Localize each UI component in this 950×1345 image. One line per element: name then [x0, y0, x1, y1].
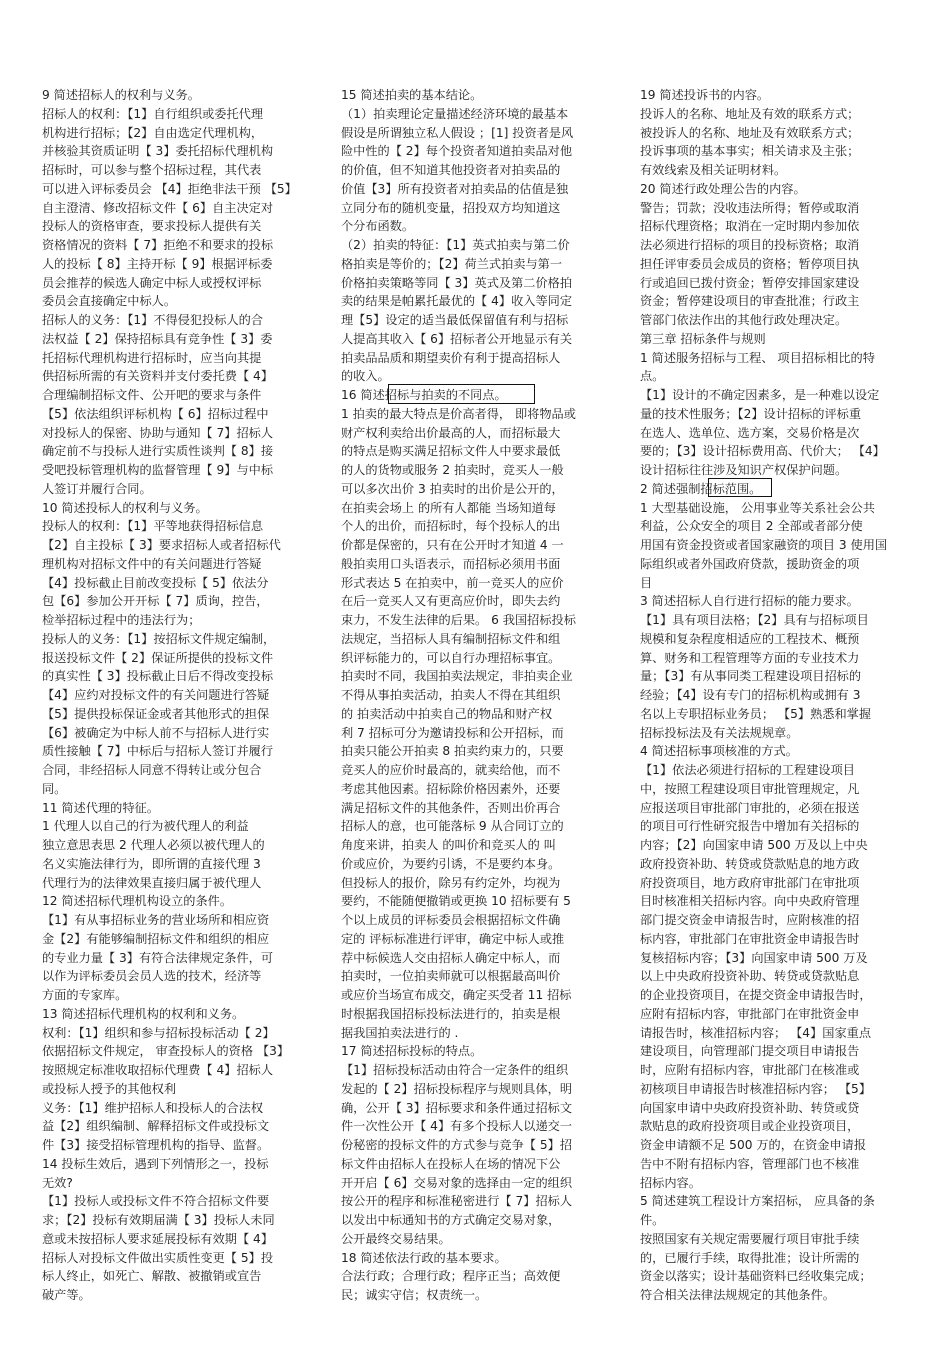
text-line: 或投标人授予的其他权利 [42, 1081, 177, 1096]
text-line: 2 简述强制招标范围。 [640, 481, 762, 496]
text-line: 确，公开【 3】招标要求和条件通过招标文 [341, 1100, 573, 1115]
text-line: 时，应附有招标内容，审批部门在核准或 [640, 1063, 860, 1077]
text-line: 目 [640, 575, 653, 590]
text-line: 招标投标法及有关法规规章。 [640, 725, 799, 740]
text-line: 个人的出价，而招标时，每个投标人的出 [341, 519, 561, 534]
text-line: 同。 [42, 781, 67, 796]
text-line: 招标代理资格；取消在一定时期内参加依 [640, 219, 860, 234]
text-line: 法规定，当招标人具有编制招标文件和组 [341, 631, 561, 646]
text-line: 角度来讲，拍卖人 的叫价和竞买人的 叫 [341, 838, 556, 852]
text-line: 价都是保密的，只有在公开时才知道 4 一 [341, 538, 564, 552]
text-line: 以作为评标委员会员人选的技术，经济等 [42, 969, 262, 984]
text-line: 招标人的意，也可能落标 9 从合同订立的 [341, 819, 564, 834]
text-line: 以上中央政府投资补助、转贷或贷款贴息 [640, 969, 860, 984]
text-line: 名以上专职招标业务员； 【5】熟悉和掌握 [640, 706, 872, 721]
text-line: 政府投资补助、转贷或贷款贴息的地方政 [640, 856, 860, 871]
text-line: 17 简述招标投标的特点。 [341, 1044, 483, 1059]
text-line: 民；诚实守信；权责统一。 [341, 1288, 488, 1302]
text-line: 个分布函数。 [341, 219, 415, 234]
text-line: 方面的专家库。 [42, 988, 128, 1002]
text-line: 资金以落实；设计基础资料已经收集完成； [640, 1269, 872, 1284]
text-line: 包【6】参加公开开标【 7】质询，控告， [42, 594, 269, 609]
text-line: 合理编制招标文件、公开吧的要求与条件 [42, 388, 262, 402]
text-line: 投标人的权利：【1】平等地获得招标信息 [42, 519, 264, 534]
text-line: 可以多次出价 3 拍卖时的出价是公开的， [341, 481, 564, 496]
text-line: 机构进行招标；【2】自由选定代理机构， [42, 125, 264, 140]
text-line: 投诉事项的基本事实；相关请求及主张； [640, 144, 860, 159]
text-line: 资格情况的资料【 7】拒绝不和要求的投标 [42, 238, 274, 252]
text-line: 初核项目申请报告时核准招标内容； 【5】 [640, 1081, 872, 1096]
text-line: 【1】设计的不确定因素多，是一种难以设定 [640, 388, 880, 402]
text-line: 设计招标往往涉及知识产权保护问题。 [640, 463, 848, 477]
text-line: 在后一竞买人又有更高应价时，即失去约 [341, 594, 561, 609]
text-line: （1）拍卖理论定量描述经济环境的最基本 [341, 106, 569, 121]
text-line: 际组织或者外国政府贷款，援助资金的项 [640, 556, 860, 571]
text-line: 经验；【4】设有专门的招标机构或拥有 3 [640, 688, 861, 702]
text-line: 1 代理人以自己的行为被代理人的利益 [42, 819, 249, 834]
text-line: 拍卖品品质和期望卖价有利于提高招标人 [341, 350, 561, 365]
text-line: 合同，非经招标人同意不得转让或分包合 [42, 763, 262, 777]
text-line: 投标人的义务：【1】按招标文件规定编制， [42, 631, 276, 646]
text-line: 量的技术性服务；【2】设计招标的评标重 [640, 406, 862, 421]
text-line: 款贴息的政府投资项目或企业投资项目， [640, 1119, 860, 1134]
text-line: 并核验其资质证明【 3】委托招标代理机构 [42, 144, 274, 159]
text-line: 招标时，可以参与整个招标过程，其代表 [42, 163, 262, 177]
text-line: 定的 评标标准进行评审，确定中标人或推 [341, 931, 565, 946]
text-line: 标内容，审批部门在审批资金申请报告时 [640, 931, 860, 946]
text-line: 意或未按招标人要求延展投标有效期【 4】 [42, 1231, 274, 1246]
text-line: 的收入。 [341, 369, 390, 384]
text-line: 在拍卖会场上 的所有人都能 当场知道每 [341, 500, 556, 515]
text-line: 益【2】组织编制、解释招标文件或投标文 [42, 1119, 270, 1134]
text-line: 价或应价，为要约引诱，不是要约本身。 [341, 856, 561, 871]
text-line: 20 简述行政处理公告的内容。 [640, 181, 806, 196]
text-line: 价值【3】所有投资者对拍卖品的估值是独 [341, 181, 569, 196]
text-line: 据我国拍卖法进行的 . [341, 1025, 459, 1040]
text-column-middle [341, 86, 609, 1305]
text-line: 【1】具有项目法格；【2】具有与招标项目 [640, 613, 869, 627]
text-line: 被投诉人的名称、地址及有效联系方式； [640, 125, 860, 140]
text-line: 拍卖时不同，我国拍卖法规定，非拍卖企业 [341, 669, 573, 684]
text-line: 可以进入评标委员会 【4】拒绝非法干预 【5】 [42, 181, 297, 196]
text-line: 10 简述投标人的权利与义务。 [42, 500, 208, 515]
text-line: 1 大型基础设施， 公用事业等关系社会公共 [640, 500, 875, 515]
text-line: 投诉人的名称、地址及有效的联系方式； [640, 106, 860, 121]
text-line: 但投标人的报价，除另有约定外，均视为 [341, 875, 561, 890]
text-line: 件。 [640, 1213, 665, 1227]
text-line: 形式表达 5 在拍卖中，前一竞买人的应价 [341, 575, 564, 590]
text-line: 府投资项目，地方政府审批部门在审批项 [640, 875, 860, 890]
text-line: 时根据我国招标投标法进行的，拍卖是根 [341, 1006, 561, 1021]
text-line: 质性接触【 7】中标后与招标人签订并履行 [42, 744, 274, 759]
text-line: 法必须进行招标的项目的投标资格；取消 [640, 238, 860, 252]
text-line: 拍卖只能公开拍卖 8 拍卖约束力的，只要 [341, 744, 564, 759]
text-line: 的企业投资项目，在提交资金申请报告时， [640, 988, 872, 1002]
text-line: 的真实性【 3】投标截止日后不得改变投标 [42, 669, 274, 684]
text-line: 点。 [640, 369, 665, 384]
text-line: 用国有资金投资或者国家融资的项目 3 使用国 [640, 538, 888, 552]
text-line: 要约，不能随便撤销或更换 10 招标要有 5 [341, 894, 571, 909]
text-line: 标人终止，如死亡、解散、被撤销或宣告 [42, 1269, 262, 1284]
text-line: 检举招标过程中的违法行为； [42, 613, 201, 627]
text-line: 理机构对招标文件中的有关问题进行答疑 [42, 556, 262, 571]
text-line: 以发出中标通知书的方式确定交易对象， [341, 1213, 561, 1227]
text-line: 人签订并履行合同。 [42, 481, 152, 496]
text-line: 招标内容。 [640, 1175, 701, 1190]
text-line: 1 拍卖的最大特点是价高者得， 即将物品或 [341, 406, 576, 421]
text-line: 依据招标文件规定， 审查投标人的资格 【3】 [42, 1044, 290, 1059]
text-line: 19 简述投诉书的内容。 [640, 88, 770, 102]
text-line: 按公开的程序和标准秘密进行【 7】招标人 [341, 1194, 573, 1209]
text-line: 复核招标内容；【3】向国家申请 500 万及 [640, 950, 868, 965]
text-line: 权利：【1】组织和参与招标投标活动【 2】 [42, 1025, 275, 1040]
text-line: 义务：【1】维护招标人和投标人的合法权 [42, 1100, 264, 1115]
text-line: 符合相关法律法规规定的其他条件。 [640, 1288, 835, 1302]
text-line: 报送投标文件【 2】保证所提供的投标文件 [42, 650, 274, 665]
text-line: 公开最终交易结果。 [341, 1231, 451, 1246]
text-line: 的价值，但不知道其他投资者对拍卖品的 [341, 163, 561, 177]
text-line: 向国家申请中央政府投资补助、转贷或贷 [640, 1100, 860, 1115]
text-line: 理【5】设定的适当最低保留值有利与招标 [341, 313, 569, 327]
text-line: 人的投标【 8】主持开标【 9】根据评标委 [42, 256, 273, 271]
text-line: 卖的结果是帕累托最优的【 4】收入等同定 [341, 294, 573, 309]
text-line: 份秘密的投标文件的方式参与竞争【 5】招 [341, 1138, 573, 1152]
text-line: 织评标能力的，可以自行办理招标事宜。 [341, 650, 561, 665]
text-line: 格拍卖是等价的；【2】荷兰式拍卖与第一 [341, 256, 563, 271]
text-line: 受吧投标管理机构的监督管理【 9】与中标 [42, 463, 274, 477]
text-line: 名义实施法律行为，即所谓的直接代理 3 [42, 856, 261, 871]
text-line: 个以上成员的评标委员会根据招标文件确 [341, 913, 561, 927]
text-line: 请报告时，核准招标内容； 【4】国家重点 [640, 1025, 872, 1040]
text-line: 告中不附有招标内容，管理部门也不核准 [640, 1156, 860, 1171]
text-line: 招标人的义务：【1】不得侵犯投标人的合 [42, 313, 264, 327]
text-line: 托招标代理机构进行招标时，应当向其提 [42, 350, 262, 365]
text-line: 或应价当场宣布成交，确定买受者 11 招标 [341, 988, 572, 1002]
text-line: 量；【3】有从事同类工程建设项目招标的 [640, 669, 862, 684]
text-line: 满足招标文件的其他条件，否则出价再合 [341, 800, 561, 815]
text-line: 【5】提供投标保证金或者其他形式的担保 [42, 706, 270, 721]
text-line: 假设是所谓独立私人假设 ；[1] 投资者是风 [341, 125, 574, 140]
text-line: 【1】有从事招标业务的营业场所和相应资 [42, 913, 270, 927]
text-line: 3 简述招标人自行进行招标的能力要求。 [640, 594, 859, 609]
text-line: 投标人的资格审查，要求投标人提供有关 [42, 219, 262, 234]
text-line: 规模和复杂程度相适应的工程技术、概预 [640, 631, 860, 646]
text-line: 13 简述招标代理机构的权利和义务。 [42, 1006, 245, 1021]
text-line: 合法行政；合理行政；程序正当；高效便 [341, 1269, 561, 1284]
highlight-box-question-16 [388, 384, 535, 404]
text-line: 无效? [42, 1175, 73, 1190]
text-line: 【5】依法组织评标机构【 6】招标过程中 [42, 406, 269, 421]
text-line: 的，已履行手续，取得批准；设计所需的 [640, 1250, 860, 1265]
text-line: 要的；【3】设计招标费用高、代价大； 【4】 [640, 444, 885, 459]
text-line: 竞买人的应价时最高的，就卖给他，而不 [341, 763, 561, 777]
text-line: 般拍卖用口头语表示，而招标必须用书面 [341, 556, 561, 571]
text-line: 件一次性公开【 4】有多个投标人以递交一 [341, 1119, 573, 1134]
text-line: 荐中标候选人交由招标人确定中标人，而 [341, 950, 561, 965]
text-line: 行或追回已拨付资金；暂停安排国家建设 [640, 275, 860, 290]
text-line: 求；【2】投标有效期届满【 3】投标人未同 [42, 1213, 275, 1227]
text-line: 不得从事拍卖活动，拍卖人不得在其组织 [341, 688, 561, 702]
highlight-box-mandatory-scope [708, 478, 772, 497]
text-line: 立同分布的随机变量，招投双方均知道这 [341, 200, 561, 215]
text-line: 应附有招标内容，审批部门在审批资金申 [640, 1006, 860, 1021]
text-line: 资金申请额不足 500 万的，在资金申请报 [640, 1138, 867, 1152]
text-line: 独立意思表思 2 代理人必须以被代理人的 [42, 838, 265, 852]
text-line: 中，按照工程建设项目审批管理规定，凡 [640, 781, 860, 796]
text-line: 16 简述招标与拍卖的不同点。 [341, 388, 507, 402]
text-line: 【2】自主投标【 3】要求招标人或者招标代 [42, 538, 281, 552]
text-line: 按照规定标准收取招标代理费【 4】招标人 [42, 1063, 274, 1077]
text-column-right [640, 86, 908, 1305]
text-line: 18 简述依法行政的基本要求。 [341, 1250, 507, 1265]
text-line: 资金；暂停建设项目的审查批准；行政主 [640, 294, 860, 309]
text-line: 的专业力量【 3】有符合法律规定条件，可 [42, 950, 274, 965]
text-line: 第三章 招标条件与规则 [640, 331, 766, 346]
text-line: 【4】投标截止目前改变投标【 5】依法分 [42, 575, 269, 590]
text-line: 管部门依法作出的其他行政处理决定。 [640, 313, 848, 327]
text-line: 目时核准相关招标内容。向中央政府管理 [640, 894, 860, 909]
text-line: 确定前不与投标人进行实质性谈判【 8】接 [42, 444, 274, 459]
text-line: 内容；【2】向国家申请 500 万及以上中央 [640, 838, 868, 852]
text-line: 束力，不发生法律的后果。 6 我国招标投标 [341, 613, 576, 627]
text-line: 警告；罚款；没收违法所得；暂停或取消 [640, 200, 860, 215]
text-line: 【1】招标投标活动由符合一定条件的组织 [341, 1063, 569, 1077]
text-line: 部门提交资金申请报告时，应附核准的招 [640, 913, 860, 927]
text-line: 破产等。 [42, 1288, 91, 1302]
text-line: 应报送项目审批部门审批的，必须在报送 [640, 800, 860, 815]
text-line: 开开启【 6】交易对象的选择由一定的组织 [341, 1175, 573, 1190]
text-line: 委员会直接确定中标人。 [42, 294, 177, 309]
text-line: 利益，公众安全的项目 2 全部或者部分使 [640, 519, 863, 534]
text-line: 的人的货物或服务 2 拍卖时，竞买人一般 [341, 463, 564, 477]
text-line: 的特点是购买满足招标文件人中要求最低 [341, 444, 561, 459]
text-line: 代理行为的法律效果直接归属于被代理人 [42, 875, 262, 890]
text-line: 发起的【 2】招标投标程序与规则具体，明 [341, 1081, 573, 1096]
text-line: 招标人的权利：【1】自行组织或委托代理 [42, 106, 264, 121]
text-line: 员会推荐的候选人确定中标人或授权评标 [42, 275, 262, 290]
text-line: 对投标人的保密、协助与通知【 7】招标人 [42, 425, 274, 440]
text-line: 12 简述招标代理机构设立的条件。 [42, 894, 233, 909]
text-line: 5 简述建筑工程设计方案招标， 应具备的条 [640, 1194, 875, 1209]
text-line: 人提高其收入【 6】招标者公开地显示有关 [341, 331, 573, 346]
text-column-left [42, 86, 317, 1305]
text-line: 考虑其他因素。招标除价格因素外，还要 [341, 781, 561, 796]
text-line: 14 投标生效后，遇到下列情形之一，投标 [42, 1156, 269, 1171]
text-line: 建设项目，向管理部门提交项目申请报告 [640, 1044, 860, 1059]
text-line: 财产权利卖给出价最高的人，而招标最大 [341, 425, 561, 440]
text-line: 按照国家有关规定需要履行项目审批手续 [640, 1231, 860, 1246]
text-line: 险中性的【 2】每个投资者知道拍卖品对他 [341, 144, 573, 159]
text-line: 4 简述招标事项核准的方式。 [640, 744, 798, 759]
text-line: 9 简述招标人的权利与义务。 [42, 88, 200, 102]
text-line: 15 简述拍卖的基本结论。 [341, 88, 483, 102]
text-line: 利 7 招标可分为邀请投标和公开招标，而 [341, 725, 564, 740]
text-line: 件【3】接受招标管理机构的指导、监督。 [42, 1138, 270, 1152]
text-line: 【6】被确定为中标人前不与招标人进行实 [42, 725, 270, 740]
text-line: 【1】投标人或投标文件不符合招标文件要 [42, 1194, 270, 1209]
text-line: 供招标所需的有关资料并支付委托费【 4】 [42, 369, 274, 384]
text-line: 标文件由招标人在投标人在场的情况下公 [341, 1156, 561, 1171]
text-line: 在选人、选单位、选方案，交易价格是次 [640, 425, 860, 440]
text-line: 有效线索及相关证明材料。 [640, 163, 787, 177]
text-line: 拍卖时，一位拍卖师就可以根据最高叫价 [341, 969, 561, 984]
text-line: 算、财务和工程管理等方面的专业技术力 [640, 650, 860, 665]
text-line: 金【2】有能够编制招标文件和组织的相应 [42, 931, 270, 946]
text-line: 1 简述服务招标与工程、 项目招标相比的特 [640, 350, 875, 365]
text-line: 价格拍卖策略等同【 3】英式及第二价格拍 [341, 275, 573, 290]
text-line: 招标人对投标文件做出实质性变更【 5】投 [42, 1250, 274, 1265]
text-line: 11 简述代理的特征。 [42, 800, 159, 815]
text-line: 【1】依法必须进行招标的工程建设项目 [640, 763, 855, 777]
text-line: 的项目可行性研究报告中增加有关招标的 [640, 819, 860, 834]
text-line: （2）拍卖的特征：【1】英式拍卖与第二价 [341, 238, 570, 252]
text-line: 自主澄清、修改招标文件【 6】自主决定对 [42, 200, 274, 215]
text-line: 担任评审委员会成员的资格；暂停项目执 [640, 256, 860, 271]
text-line: 的 拍卖活动中拍卖自己的物品和财产权 [341, 706, 553, 721]
text-line: 【4】应约对投标文件的有关问题进行答疑 [42, 688, 270, 702]
text-line: 法权益【 2】保持招标具有竞争性【 3】委 [42, 331, 273, 346]
